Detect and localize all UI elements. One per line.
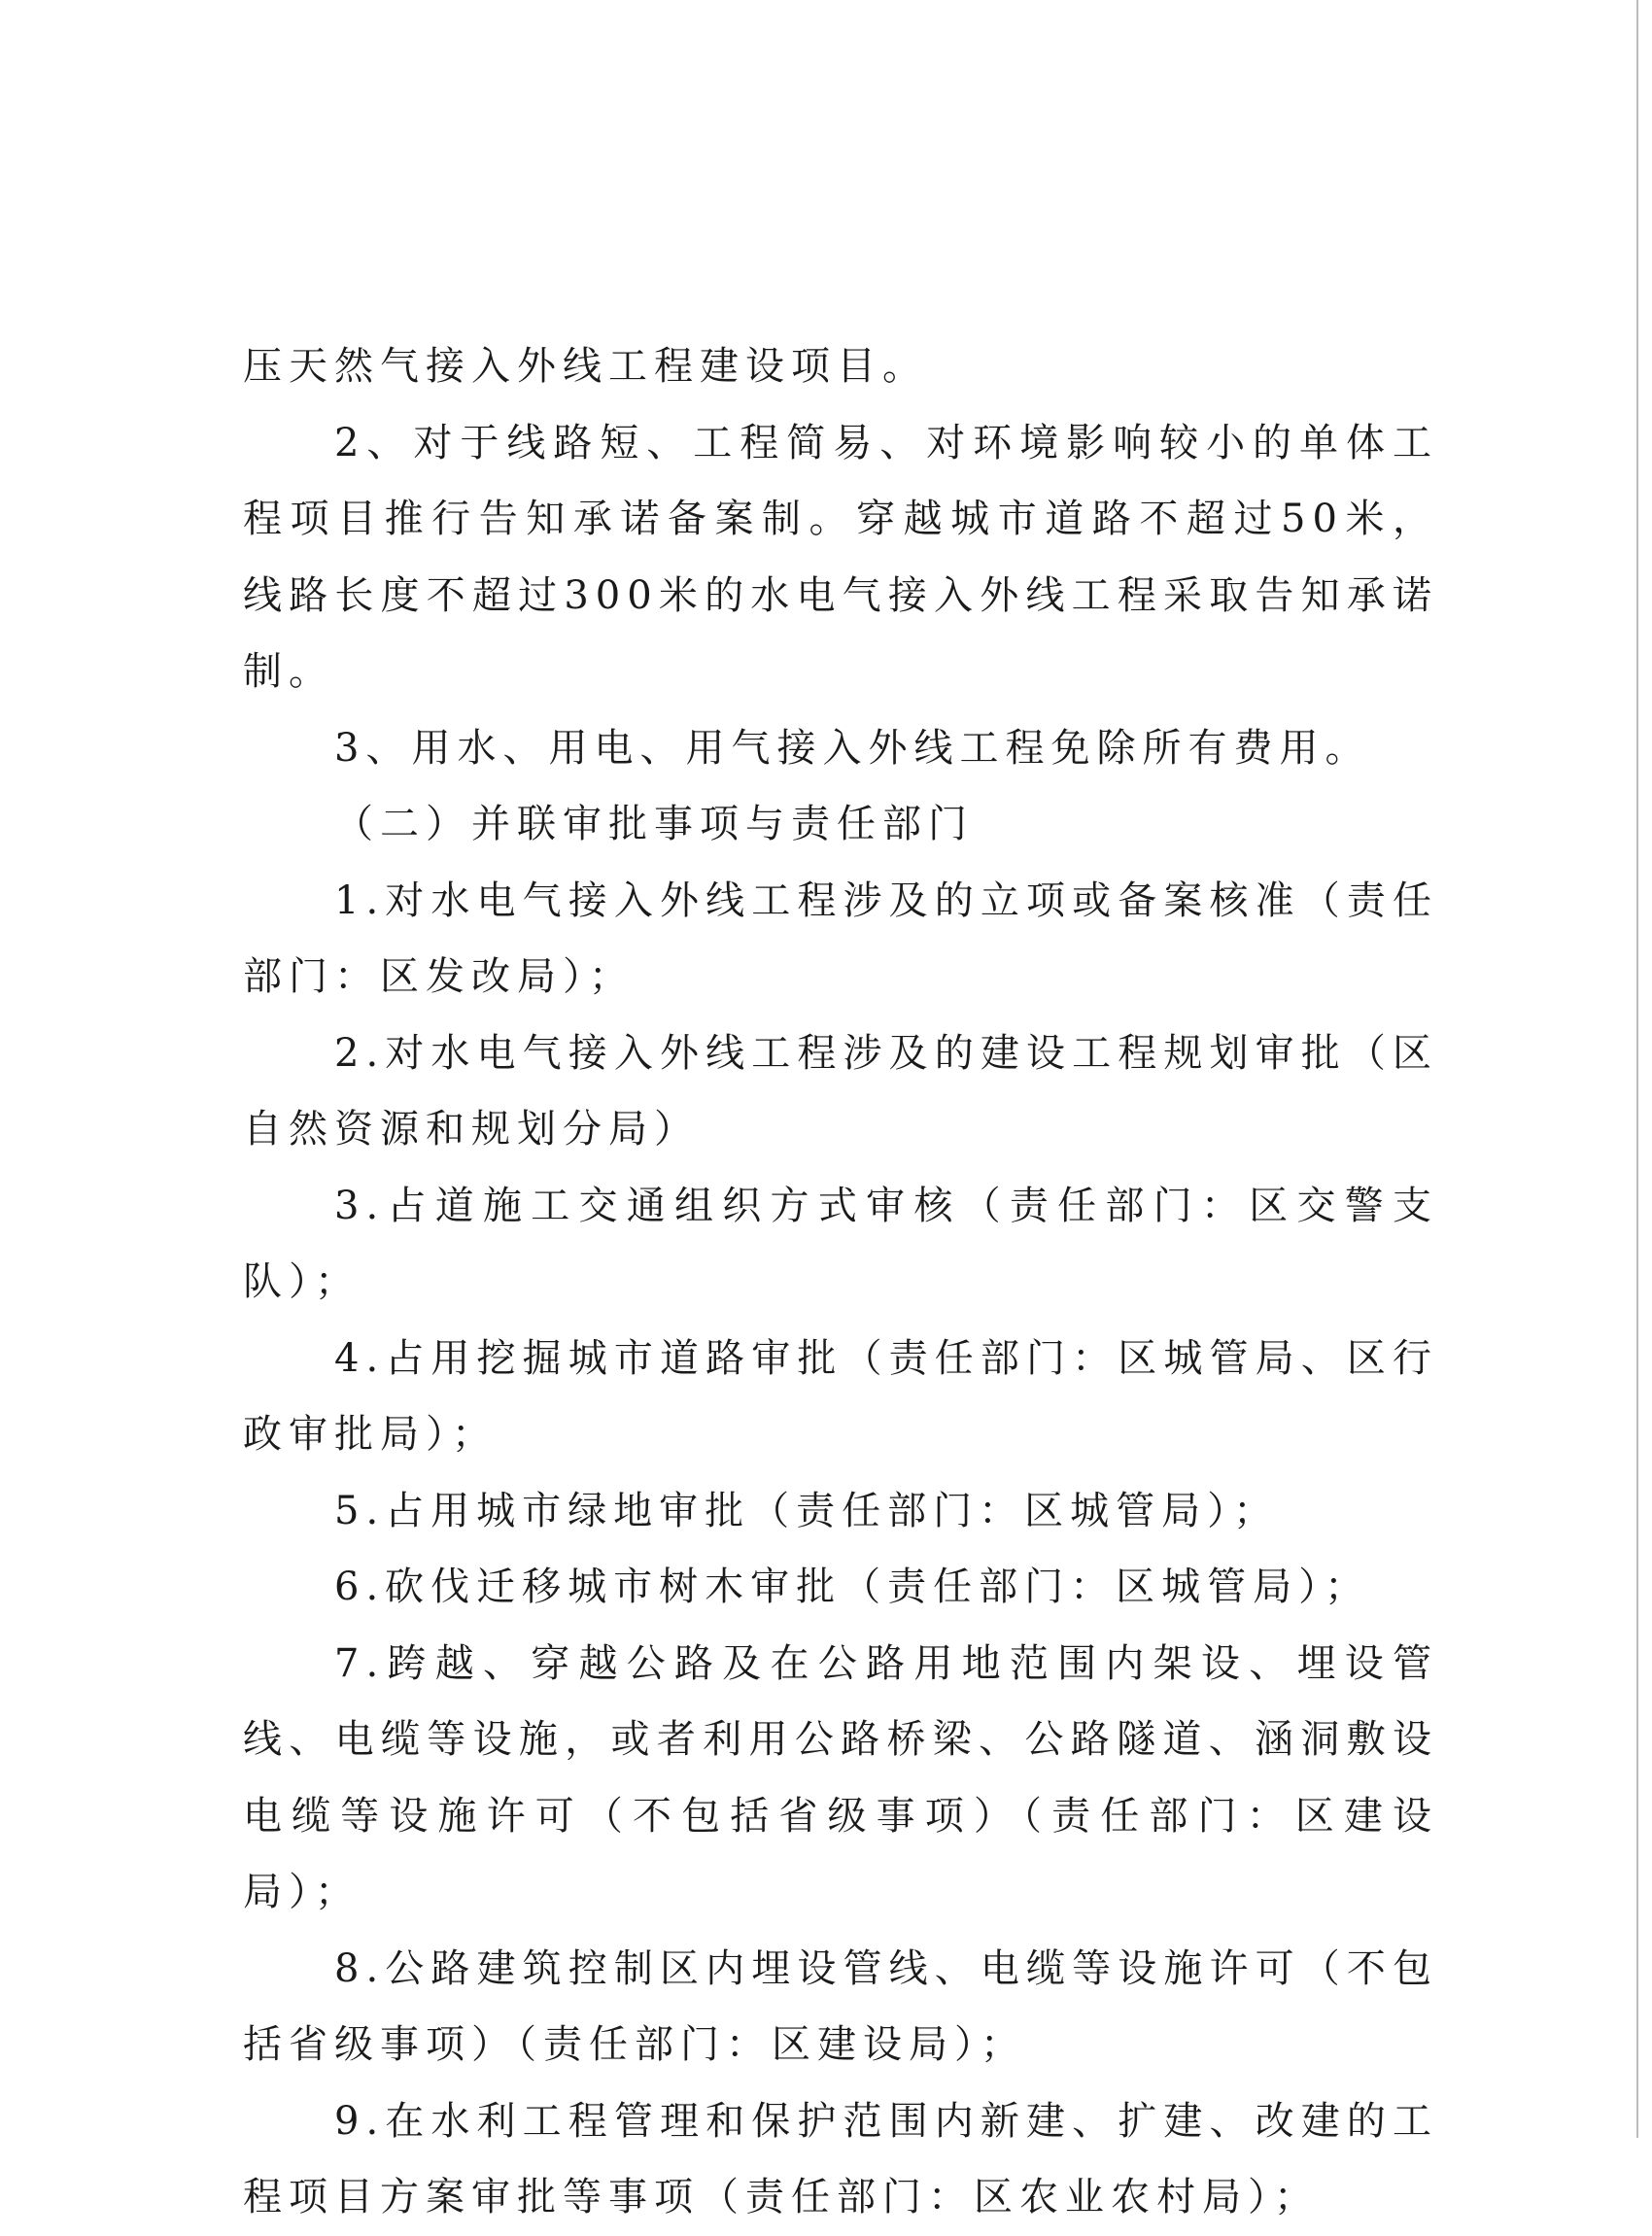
paragraph-item-2: 2、对于线路短、工程简易、对环境影响较小的单体工程项目推行告知承诺备案制。穿越城市道路不超过50米，线路长度不超过300米的水电气接入外线工程采取告知承诺制。 (243, 420, 1438, 694)
scan-edge-line (1636, 0, 1638, 2138)
approval-item-2: 2.对水电气接入外线工程涉及的建设工程规划审批（区自然资源和规划分局） (243, 1030, 1438, 1152)
approval-item-5: 5.占用城市绿地审批（责任部门：区城管局）； (334, 1488, 1280, 1533)
approval-item-9: 9.在水利工程管理和保护范围内新建、扩建、改建的工程项目方案审批等事项（责任部门：区农业农村局）； (243, 2098, 1438, 2219)
approval-item-4: 4.占用挖掘城市道路审批（责任部门：区城管局、区行政审批局）； (243, 1335, 1438, 1457)
approval-item-6: 6.砍伐迁移城市树木审批（责任部门：区城管局）； (334, 1565, 1371, 1609)
approval-item-3: 3.占道施工交通组织方式审核（责任部门：区交警支队）； (243, 1183, 1438, 1304)
approval-item-8: 8.公路建筑控制区内埋设管线、电缆等设施许可（不包括省级事项）（责任部门：区建设局）； (243, 1945, 1438, 2067)
approval-item-7: 7.跨越、穿越公路及在公路用地范围内架设、埋设管线、电缆等设施，或者利用公路桥梁、公路隧道、涵洞敷设电缆等设施许可（不包括省级事项）（责任部门：区建设局）； (243, 1640, 1438, 1914)
paragraph-continuation: 压天然气接入外线工程建设项目。 (243, 344, 928, 389)
section-heading: （二）并联审批事项与责任部门 (334, 802, 974, 846)
approval-item-1: 1.对水电气接入外线工程涉及的立项或备案核准（责任部门：区发改局）； (243, 877, 1438, 999)
paragraph-item-3: 3、用水、用电、用气接入外线工程免除所有费用。 (334, 725, 1371, 771)
document-body (243, 328, 1438, 2236)
